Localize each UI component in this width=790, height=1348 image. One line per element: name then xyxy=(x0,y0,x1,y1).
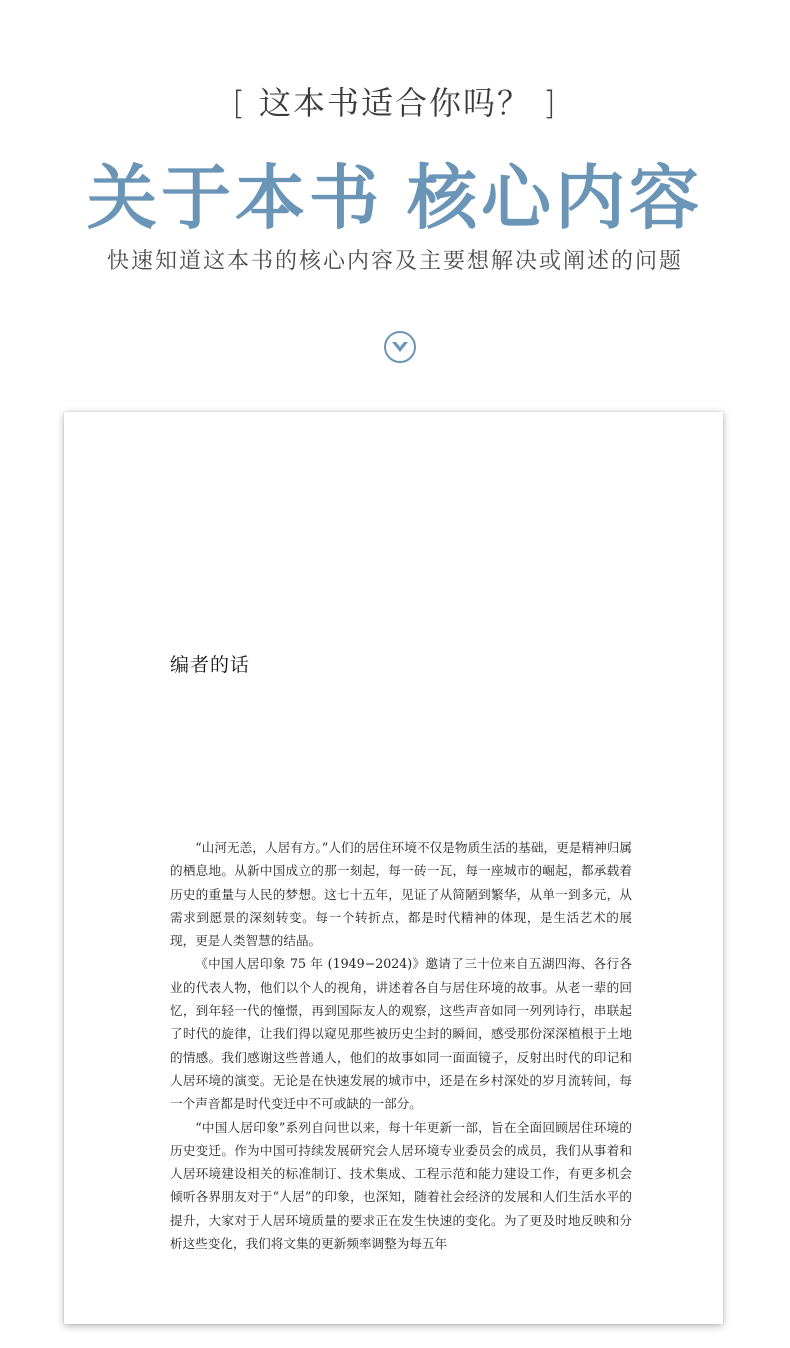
left-bracket: [ xyxy=(232,84,247,122)
question-text: 这本书适合你吗？ xyxy=(258,84,531,122)
question-banner xyxy=(0,78,790,124)
body-text xyxy=(170,836,632,1255)
paragraph: “中国人居印象”系列自问世以来，每十年更新一部，旨在全面回顾居住环境的历史变迁。作为中国可持续发展研究会人居环境专业委员会的成员，我们从事着和人居环境建设相关的标准制订、技术集成、工程示范和能力建设工作，有更多机会倾听各界朋友对于“人居”的印象，也深知，随着社会经济的发展和人们生活水平的提升，大家对于人居环境质量的要求正在发生快速的变化。为了更及时地反映和分析这些变化，我们将文集的更新频率调整为每五年 xyxy=(170,1119,632,1252)
subtitle: 快速知道这本书的核心内容及主要想解决或阐述的问题 xyxy=(106,249,683,274)
chevron-down-circle-icon xyxy=(383,330,417,364)
book-page-preview xyxy=(64,412,723,1324)
main-title-part1: 关于本书 xyxy=(87,156,383,239)
right-bracket: ] xyxy=(543,84,558,122)
main-title-part2: 核心内容 xyxy=(407,156,703,239)
paragraph: “山河无恙，人居有方。”人们的居住环境不仅是物质生活的基础，更是精神归属的栖息地。从新中国成立的那一刻起，每一砖一瓦，每一座城市的崛起，都承载着历史的重量与人民的梦想。这七十五年，见证了从简陋到繁华，从单一到多元，从需求到愿景的深刻转变。每一个转折点，都是时代精神的体现，是生活艺术的展现，更是人类智慧的结晶。 xyxy=(170,840,632,949)
main-title xyxy=(0,142,790,243)
section-heading: 编者的话 xyxy=(170,654,251,676)
paragraph: 《中国人居印象 75 年 (1949−2024)》邀请了三十位来自五湖四海、各行各业的代表人物，他们以个人的视角，讲述着各自与居住环境的故事。从老一辈的回忆，到年轻一代的憧憬，再到国际友人的观察，这些声音如同一列列诗行，串联起了时代的旋律，让我们得以窥见那些被历史尘封的瞬间，感受那份深深植根于土地的情感。我们感谢这些普通人，他们的故事如同一面面镜子，反射出时代的印记和人居环境的演变。无论是在快速发展的城市中，还是在乡村深处的岁月流转间，每一个声音都是时代变迁中不可或缺的一部分。 xyxy=(170,956,632,1112)
